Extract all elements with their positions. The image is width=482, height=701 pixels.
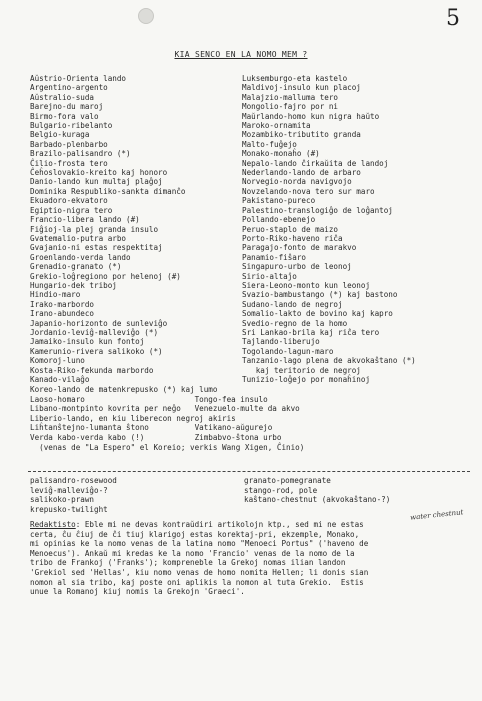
country-entry: Togolando-lagun-maro	[242, 346, 334, 356]
country-entry: Irako-marbordo	[30, 299, 95, 309]
country-entry: Hungario-dek triboj	[30, 280, 117, 290]
glossary-entry: palisandro-rosewood	[30, 476, 117, 485]
full-row: Koreo-lando de matenkrepusko (*) kaj lumo	[30, 385, 218, 394]
editor-note-body: : Eble mi ne devas kontraŭdiri artikolojn ktp., sed mi ne estas certa, ĉu ĉiuj de ĉi tiuj klarigoj estas korektaj-pri, ekzemple, Monako, mi opinias ke la nomo venas de la latina nomo "Menoeci Portus" ('haveno de Menoecus'). Ankaŭ mi kredas ke la nomo 'Francio' venas de la nomo de la tribo de Frankoj ('Franks'); kompreneble la Grekoj nomas ilian landon 'Grekiol sed 'Hellas', kiu nomo venas de homo nomita Hellen; li donis sian nomon al sia tribo, kaj poste oni aplikis la nomon al tuta Grekio. Estis unue la Romanoj kiuj nomis la Grekojn 'Graeci'.	[30, 520, 369, 597]
country-entry: Groenlando-verda lando	[30, 252, 131, 262]
country-entry: Nederlando-lando de arbaro	[242, 168, 361, 178]
country-entry: Gvatemalio-putra arbo	[30, 233, 127, 243]
country-entry: Fiĝioj-la plej granda insulo	[30, 224, 159, 234]
country-entry: Belgio-kuraga	[30, 130, 90, 140]
country-entry: Kamerunio-rivera salikoko (*)	[30, 346, 163, 356]
country-entry: Brazilo-palisandro (*)	[30, 149, 131, 159]
country-entry: Gvajanio-ni estas respektitaj	[30, 243, 163, 253]
full-row: Liĥtanŝtejno-lumanta ŝtono Vatikano-aŭgurejo	[30, 423, 273, 433]
country-entry: Pakistano-pureco	[242, 196, 316, 206]
country-entry: Maŭrlando-homo kun nigra haŭto	[242, 111, 380, 121]
full-row: Verda kabo-verda kabo (!) Zimbabvo-ŝtona urbo	[30, 433, 282, 442]
country-entry: Francio-libera lando (#)	[30, 215, 140, 225]
country-entry: Aŭstralio-suda	[30, 92, 95, 102]
country-entry: Singapuro-urbo de leonoj	[242, 262, 352, 272]
country-entry: Grenadio-granato (*)	[30, 262, 122, 272]
country-entry: Svazio-bambustango (*) kaj bastono	[242, 290, 398, 300]
country-entry: Danio-lando kun multaj plaĝoj	[30, 177, 163, 187]
country-entry: Barbado-plenbarbo	[30, 139, 108, 149]
glossary-entry: leviĝ-malleviĝo-?	[30, 485, 108, 495]
glossary-entry: krepusko-twilight	[30, 504, 108, 514]
country-entry: Maroko-ornamita	[242, 121, 311, 131]
country-entry: Ekuadoro-ekvatoro	[30, 196, 108, 206]
country-entry: Mongolio-fajro por ni	[242, 102, 339, 112]
right-column	[242, 74, 470, 384]
country-entry: Malajzio-malluma tero	[242, 92, 339, 102]
country-entry: Novzelando-nova tero sur maro	[242, 186, 375, 196]
country-entry: Sri Lankao-brila kaj riĉa tero	[242, 327, 380, 337]
country-entry: Monako-monaĥo (#)	[242, 149, 320, 159]
country-entry: Tanzanio-lago plena de akvokaŝtano (*)	[242, 356, 416, 366]
left-column	[30, 74, 250, 384]
country-entry: Luksemburgo-eta kastelo	[242, 74, 348, 83]
country-entry: Komoroj-luno	[30, 356, 85, 366]
country-entry: Aŭstrio-Orienta lando	[30, 74, 127, 83]
country-entry: Sirio-altaĵo	[242, 271, 297, 281]
country-entry: Tunizio-loĝejo por monaĥinoj	[242, 375, 371, 384]
country-entry: Pollando-ebenejo	[242, 215, 316, 225]
country-entry: Panamio-fiŝaro	[242, 252, 307, 262]
editor-note	[30, 520, 450, 597]
glossary-entry: salikoko-prawn	[30, 495, 95, 505]
country-entry: Bulgario-ribelanto	[30, 121, 113, 131]
full-row: Libano-montpinto kovrita per neĝo Venezuelo-multe da akvo	[30, 404, 300, 414]
page-title-text: KIA SENCO EN LA NOMO MEM ?	[174, 50, 308, 59]
glossary-entry: kaŝtano-chestnut (akvokaŝtano-?)	[244, 495, 391, 505]
country-entry: Ĉilio-frosta tero	[30, 158, 108, 168]
country-entry: Irano-abundeco	[30, 309, 95, 319]
glossary-right	[244, 476, 390, 514]
country-entry: Nepalo-lando ĉirkaŭita de landoj	[242, 158, 389, 168]
glossary-entry	[244, 505, 390, 515]
country-entry: Hindio-maro	[30, 290, 81, 300]
country-entry: Malto-fuĝejo	[242, 139, 297, 149]
country-entry: Porto-Riko-haveno riĉa	[242, 233, 343, 243]
handwritten-note: water chestnut	[409, 508, 464, 522]
country-entry: Japanio-horizonto de sunleviĝo	[30, 318, 168, 328]
country-entry: Tajlando-liberujo	[242, 337, 320, 347]
country-entry: Grekio-loĝregiono por helenoj (#)	[30, 271, 181, 281]
country-entry: Jordanio-leviĝ-malleviĝo (*)	[30, 327, 159, 337]
full-row: Laoso-homaro Tongo-fea insulo	[30, 394, 268, 404]
punch-hole	[138, 8, 154, 24]
country-entry: Palestino-translogiĝo de loĝantoj	[242, 205, 393, 215]
country-entry: Peruo-staplo de maizo	[242, 224, 339, 234]
country-entry: kaj teritorio de negroj	[242, 365, 361, 375]
country-entry: Maldivoj-insulo kun placoj	[242, 83, 361, 93]
country-entry: Norvegio-norda navigvojo	[242, 177, 352, 187]
page-title	[0, 50, 482, 59]
country-entry: Barejno-du maroj	[30, 102, 104, 112]
country-entry: Dominika Respubliko-sankta dimanĉo	[30, 186, 186, 196]
glossary-entry: granato-pomegranate	[244, 476, 331, 485]
country-entry: Kanado-vilaĝo	[30, 375, 90, 384]
country-entry: Svedio-regno de la homo	[242, 318, 348, 328]
country-entry: Sudano-lando de negroj	[242, 299, 343, 309]
country-entry: Paragajo-fonto de marakvo	[242, 243, 357, 253]
full-row: Liberio-lando, en kiu liberecon negroj akiris	[30, 413, 236, 423]
country-entry: Siera-Leono-monto kun leonoj	[242, 280, 371, 290]
full-row: (venas de "La Espero" el Koreio; verkis Wang Xigen, Ĉinio)	[30, 442, 305, 452]
page-number: 5	[446, 6, 460, 31]
country-entry: Kosta-Riko-fekunda marbordo	[30, 365, 154, 375]
country-entry: Jamaiko-insulo kun fontoj	[30, 337, 145, 347]
country-entry: Egiptio-nigra tero	[30, 205, 113, 215]
country-entry: Mozambiko-tributito granda	[242, 130, 361, 140]
glossary-left	[30, 476, 117, 514]
country-entry: Ĉeĥoslovakio-kreito kaj honoro	[30, 168, 168, 178]
country-entry: Birmo-fora valo	[30, 111, 99, 121]
dashed-separator	[28, 471, 470, 472]
country-entry: Somalio-lakto de bovino kaj kapro	[242, 309, 393, 319]
editor-note-label: Redaktisto	[30, 520, 76, 529]
glossary-entry: stango-rod, pole	[244, 485, 318, 495]
country-entry: Argentino-argento	[30, 83, 108, 93]
